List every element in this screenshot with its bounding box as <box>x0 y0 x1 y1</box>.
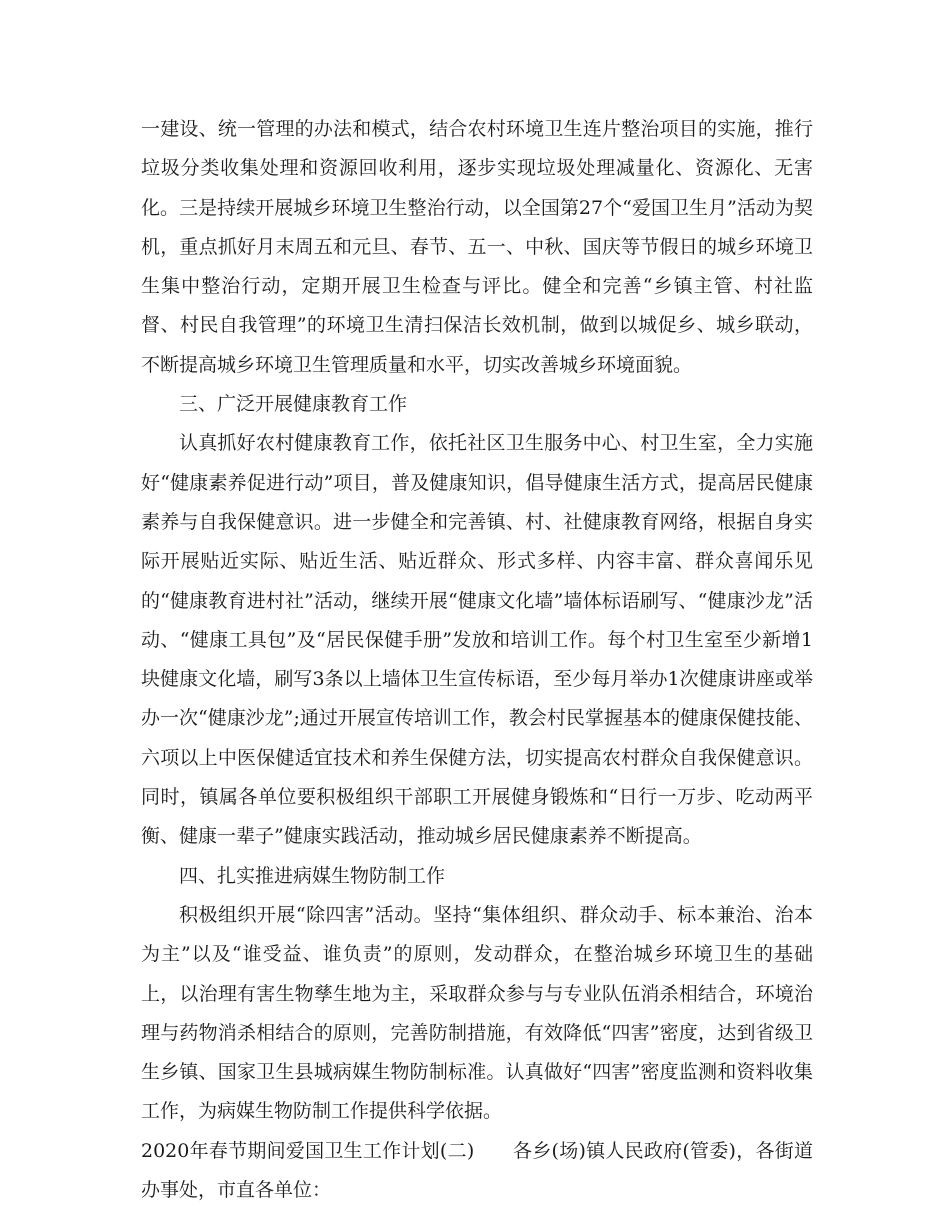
paragraph-vector-control: 积极组织开展“除四害”活动。坚持“集体组织、群众动手、标本兼治、治本为主”以及“谁受益、谁负责”的原则，发动群众，在整治城乡环境卫生的基础上，以治理有害生物孳生地为主，采取群众参与与专业队伍消杀相结合，环境治理与药物消杀相结合的原则，完善防制措施，有效降低“四害”密度，达到省级卫生乡镇、国家卫生县城病媒生物防制标准。认真做好“四害”密度监测和资料收集工作，为病媒生物防制工作提供科学依据。 <box>141 903 813 1123</box>
paragraph-sanitation-continued: 一建设、统一管理的办法和模式，结合农村环境卫生连片整治项目的实施，推行垃圾分类收集处理和资源回收利用，逐步实现垃圾处理减量化、资源化、无害化。三是持续开展城乡环境卫生整治行动，以全国第27个“爱国卫生月”活动为契机，重点抓好月末周五和元旦、春节、五一、中秋、国庆等节假日的城乡环境卫生集中整治行动，定期开展卫生检查与评比。健全和完善“乡镇主管、村社监督、村民自我管理”的环境卫生清扫保洁长效机制，做到以城促乡、城乡联动，不断提高城乡环境卫生管理质量和水平，切实改善城乡环境面貌。 <box>141 118 813 376</box>
section-heading-vector-control: 四、扎实推进病媒生物防制工作 <box>179 864 446 887</box>
paragraph-plan-two-intro: 2020年春节期间爱国卫生工作计划(二) 各乡(场)镇人民政府(管委)，各街道办事处，市直各单位： <box>141 1139 813 1202</box>
document-body <box>141 110 813 1210</box>
section-heading-health-education: 三、广泛开展健康教育工作 <box>179 393 408 416</box>
paragraph-health-education: 认真抓好农村健康教育工作，依托社区卫生服务中心、村卫生室，全力实施好“健康素养促进行动”项目，普及健康知识，倡导健康生活方式，提高居民健康素养与自我保健意识。进一步健全和完善镇、村、社健康教育网络，根据自身实际开展贴近实际、贴近生活、贴近群众、形式多样、内容丰富、群众喜闻乐见的“健康教育进村社”活动，继续开展“健康文化墙”墙体标语刷写、“健康沙龙”活动、“健康工具包”及“居民保健手册”发放和培训工作。每个村卫生室至少新增1块健康文化墙，刷写3条以上墙体卫生宣传标语，至少每月举办1次健康讲座或举办一次“健康沙龙”;通过开展宣传培训工作，教会村民掌握基本的健康保健技能、六项以上中医保健适宜技术和养生保健方法，切实提高农村群众自我保健意识。同时，镇属各单位要积极组织干部职工开展健身锻炼和“日行一万步、吃动两平衡、健康一辈子”健康实践活动，推动城乡居民健康素养不断提高。 <box>141 432 813 848</box>
